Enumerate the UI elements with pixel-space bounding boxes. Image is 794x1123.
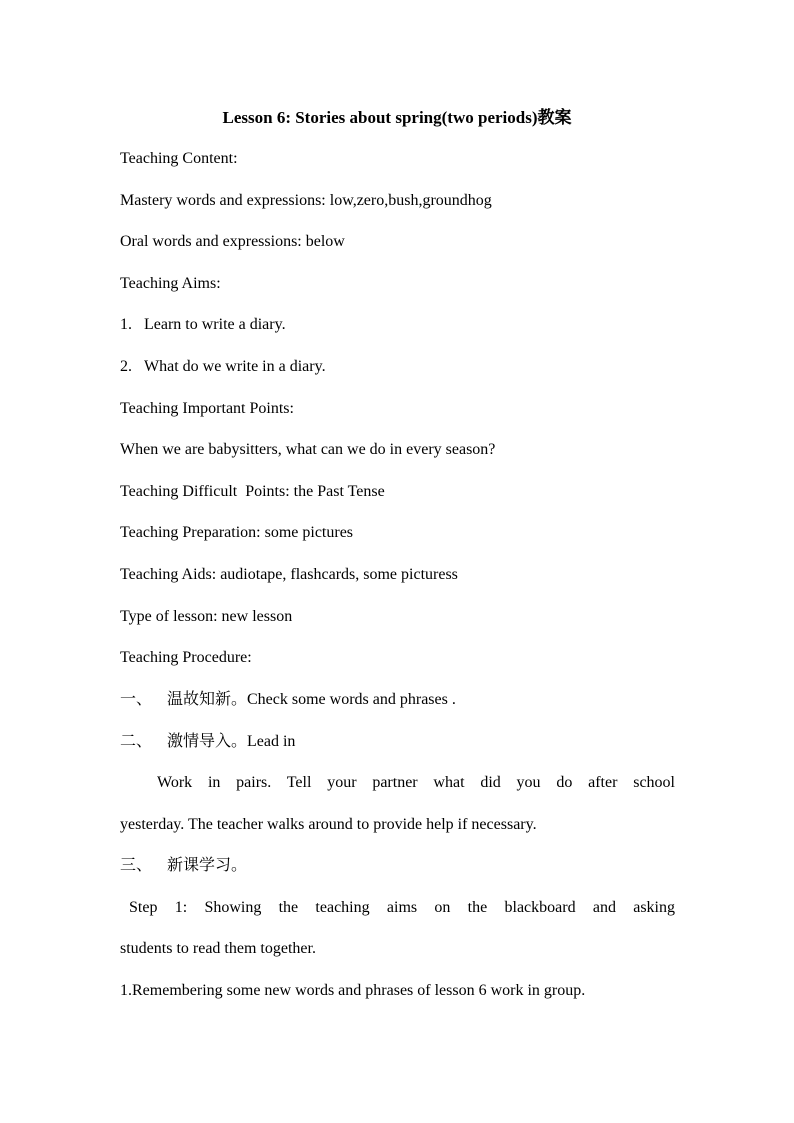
section-item [120, 855, 675, 877]
section-text: 温故知新。Check some words and phrases . [167, 691, 456, 708]
teaching-aids: Teaching Aids: audiotape, flashcards, some picturess [120, 566, 458, 583]
document-title: Lesson 6: Stories about spring(two periods)教案 [222, 108, 572, 127]
difficult-points: Teaching Difficult Points: the Past Tense [120, 483, 385, 500]
aim-item [120, 356, 675, 378]
mastery-words: Mastery words and expressions: low,zero,bush,groundhog [120, 192, 492, 209]
section-text: 激情导入。Lead in [167, 733, 296, 750]
type-of-lesson: Type of lesson: new lesson [120, 608, 293, 625]
important-points-text: When we are babysitters, what can we do in every season? [120, 441, 496, 458]
important-points-heading: Teaching Important Points: [120, 400, 294, 417]
aim-number: 1. [120, 316, 132, 333]
aim-number: 2. [120, 358, 132, 375]
teaching-content-heading: Teaching Content: [120, 150, 238, 167]
lead-in-paragraph-line1: Work in pairs. Tell your partner what did you do after school [157, 774, 675, 791]
section-text: 新课学习。 [167, 857, 248, 874]
aim-item [120, 314, 675, 336]
section-number: 三、 [120, 857, 153, 874]
lead-in-paragraph-line2: yesterday. The teacher walks around to provide help if necessary. [120, 816, 537, 833]
step1-line1: Step 1: Showing the teaching aims on the blackboard and asking [129, 899, 675, 916]
teaching-preparation: Teaching Preparation: some pictures [120, 524, 354, 541]
teaching-aims-heading: Teaching Aims: [120, 275, 221, 292]
step1-line2: students to read them together. [120, 940, 316, 957]
section-item [120, 731, 675, 753]
section-item [120, 689, 675, 711]
aim-text: What do we write in a diary. [144, 358, 326, 375]
teaching-procedure-heading: Teaching Procedure: [120, 649, 252, 666]
section-number: 二、 [120, 733, 153, 750]
numbered-item: 1.Remembering some new words and phrases of lesson 6 work in group. [120, 982, 586, 999]
oral-words: Oral words and expressions: below [120, 233, 345, 250]
aim-text: Learn to write a diary. [144, 316, 286, 333]
section-number: 一、 [120, 691, 153, 708]
